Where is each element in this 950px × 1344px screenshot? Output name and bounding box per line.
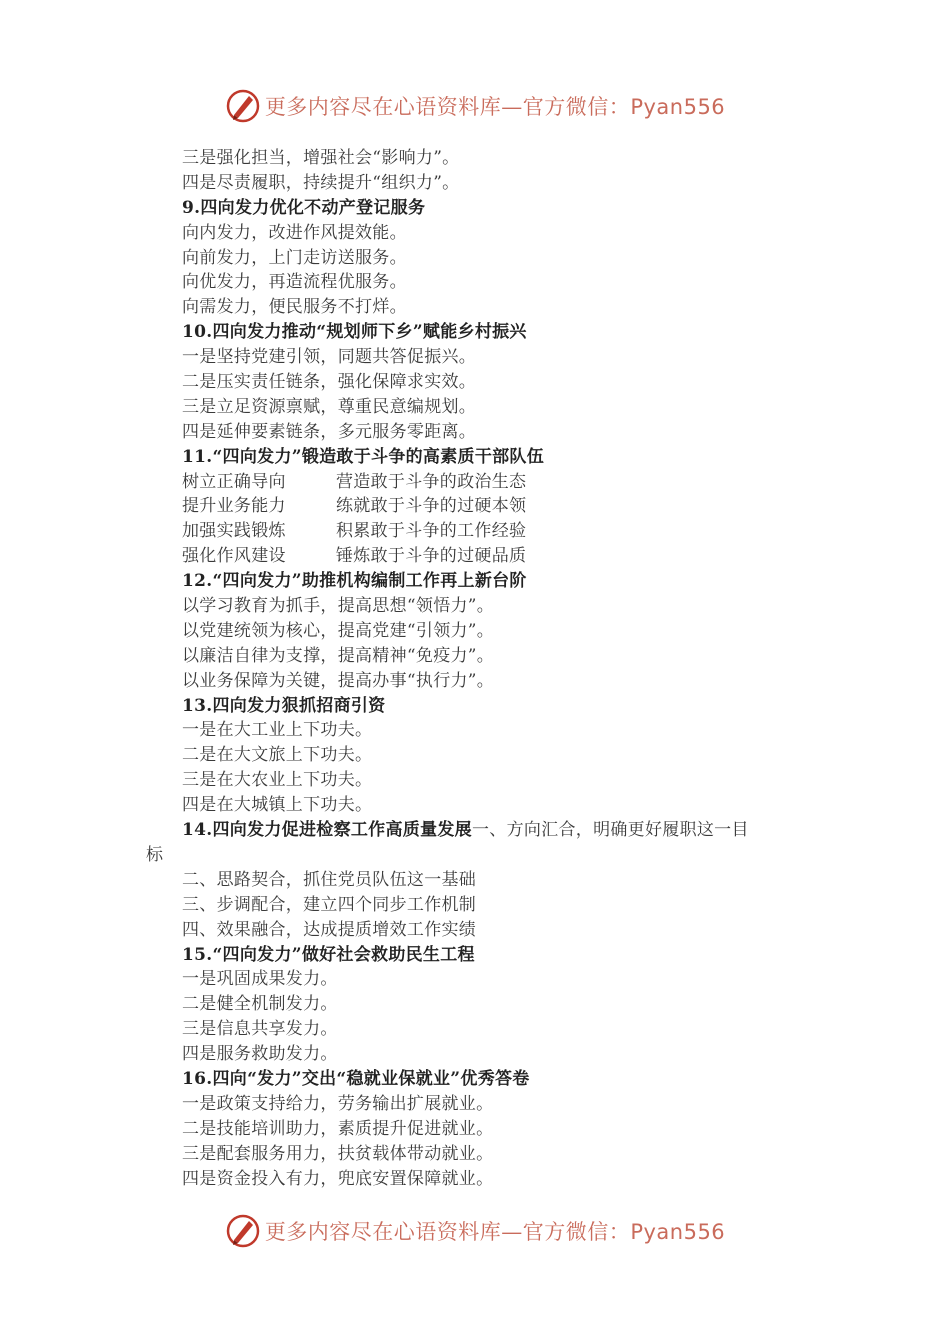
pair-right: 营造敢于斗争的政治生态 (336, 471, 527, 492)
body-line: 一是在大工业上下功夫。 (182, 720, 373, 741)
pair-right: 锤炼敢于斗争的过硬品质 (336, 546, 527, 567)
heading-text: 14.四向发力促进检察工作高质量发展 (182, 820, 472, 841)
body-line: 以业务保障为关键，提高办事“执行力”。 (182, 670, 495, 691)
body-line: 向内发力，改进作风提效能。 (182, 222, 407, 243)
pair-left: 强化作风建设 (182, 546, 286, 567)
body-line: 一是政策支持给力，劳务输出扩展就业。 (182, 1093, 494, 1114)
section-heading: 10.四向发力推动“规划师下乡”赋能乡村振兴 (182, 322, 527, 343)
section-heading: 12.“四向发力”助推机构编制工作再上新台阶 (182, 571, 527, 592)
document-body (146, 146, 826, 1191)
section-heading: 15.“四向发力”做好社会救助民生工程 (182, 944, 475, 965)
section-heading: 16.四向“发力”交出“稳就业保就业”优秀答卷 (182, 1068, 530, 1089)
body-line: 二是健全机制发力。 (182, 994, 338, 1015)
body-line: 二是在大文旅上下功夫。 (182, 745, 373, 766)
body-line: 以党建统领为核心，提高党建“引领力”。 (182, 620, 495, 641)
body-line: 以学习教育为抓手，提高思想“领悟力”。 (182, 596, 495, 617)
body-line: 四是在大城镇上下功夫。 (182, 795, 373, 816)
wechat-id: Pyan556 (630, 1220, 726, 1244)
body-line: 二是压实责任链条，强化保障求实效。 (182, 372, 477, 393)
paired-line (146, 494, 826, 519)
body-line: 向前发力，上门走访送服务。 (182, 247, 407, 268)
paired-line (146, 519, 826, 544)
body-line: 四是资金投入有力，兜底安置保障就业。 (182, 1168, 494, 1189)
section-heading: 13.四向发力狠抓招商引资 (182, 695, 386, 716)
pair-right: 练就敢于斗争的过硬本领 (336, 496, 527, 517)
body-line: 向需发力，便民服务不打烊。 (182, 297, 407, 318)
body-line: 三是在大农业上下功夫。 (182, 770, 373, 791)
section-heading: 11.“四向发力”锻造敢于斗争的高素质干部队伍 (182, 446, 545, 467)
footer-banner (0, 1211, 950, 1251)
body-line: 三是信息共享发力。 (182, 1019, 338, 1040)
pair-left: 树立正确导向 (182, 471, 286, 492)
body-line: 四是延伸要素链条，多元服务零距离。 (182, 421, 477, 442)
body-line: 三是配套服务用力，扶贫载体带动就业。 (182, 1143, 494, 1164)
wrapped-line: 标 (146, 844, 164, 865)
section-heading (146, 818, 826, 843)
body-line: 三是强化担当，增强社会“影响力”。 (182, 148, 460, 168)
paired-line (146, 544, 826, 569)
body-line: 三、步调配合，建立四个同步工作机制 (182, 894, 477, 915)
body-line: 一是巩固成果发力。 (182, 969, 338, 990)
body-line: 二、思路契合，抓住党员队伍这一基础 (182, 869, 477, 890)
body-line: 以廉洁自律为支撑，提高精神“免疫力”。 (182, 645, 495, 666)
body-line: 四是服务救助发力。 (182, 1044, 338, 1065)
paired-line (146, 470, 826, 495)
body-line: 一是坚持党建引领，同题共答促振兴。 (182, 347, 477, 368)
pair-left: 提升业务能力 (182, 496, 286, 517)
body-line: 四是尽责履职，持续提升“组织力”。 (182, 172, 460, 193)
pen-logo-icon (225, 88, 261, 124)
wechat-id: Pyan556 (630, 95, 726, 119)
body-line: 向优发力，再造流程优服务。 (182, 272, 407, 293)
body-line: 四、效果融合，达成提质增效工作实绩 (182, 919, 477, 940)
body-line: 二是技能培训助力，素质提升促进就业。 (182, 1118, 494, 1139)
header-banner (0, 86, 950, 126)
section-heading: 9.四向发力优化不动产登记服务 (182, 197, 426, 218)
banner-text (265, 1216, 725, 1246)
pen-logo-icon (225, 1213, 261, 1249)
banner-title: 更多内容尽在心语资料库—官方微信： (264, 1220, 631, 1244)
pair-left: 加强实践锻炼 (182, 521, 286, 542)
heading-continuation: 一、方向汇合，明确更好履职这一目 (471, 820, 749, 841)
banner-title: 更多内容尽在心语资料库—官方微信： (264, 95, 631, 119)
pair-right: 积累敢于斗争的工作经验 (336, 521, 527, 542)
body-line: 三是立足资源禀赋，尊重民意编规划。 (182, 396, 477, 417)
banner-text (265, 91, 725, 121)
